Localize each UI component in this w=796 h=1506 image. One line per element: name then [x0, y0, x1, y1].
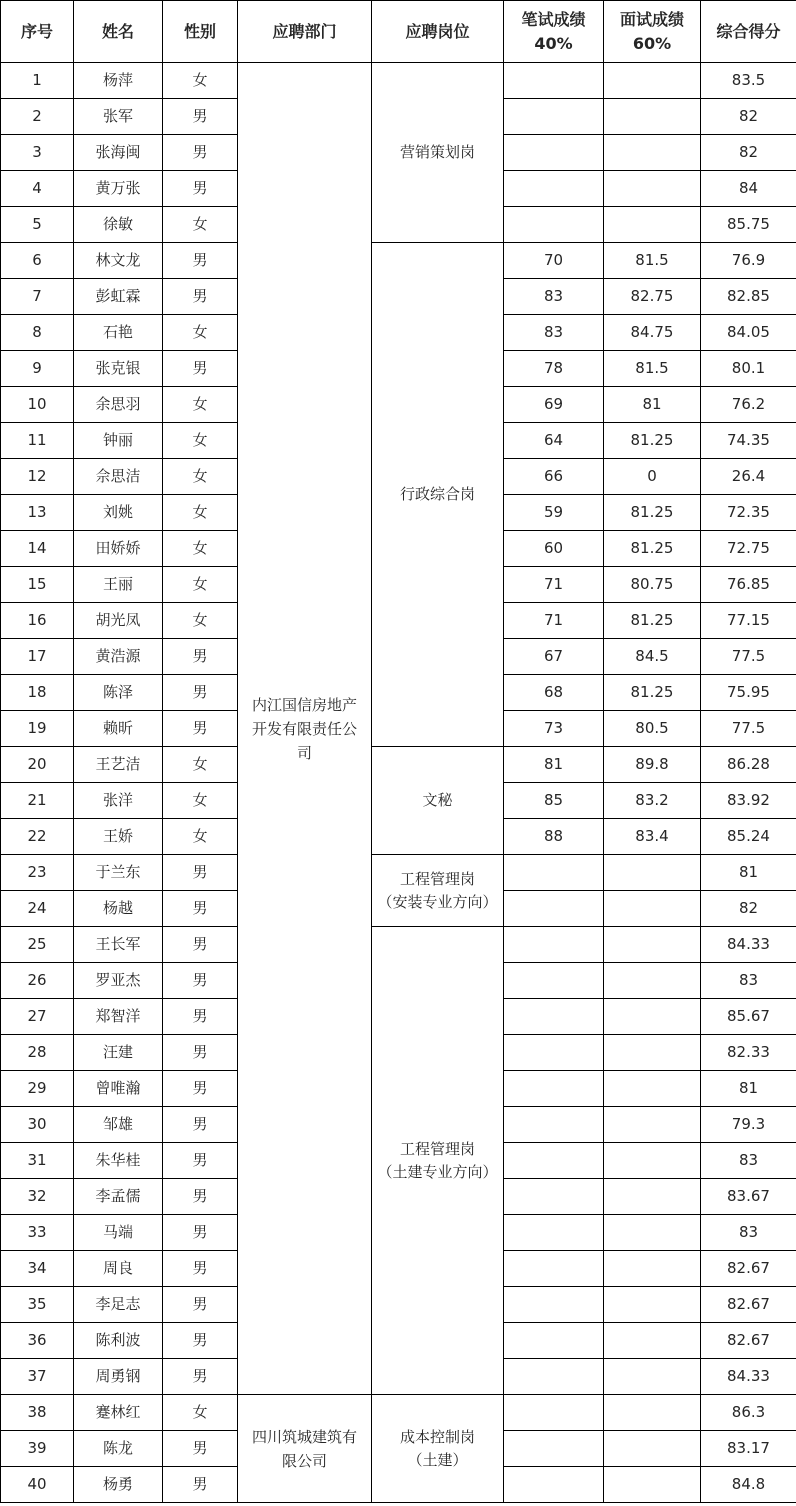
gender-cell: 男	[163, 963, 238, 999]
written-score-cell	[504, 1251, 604, 1287]
column-header-no-line: 序号	[20, 21, 53, 41]
row-number-cell: 5	[1, 207, 74, 243]
interview-score-cell	[604, 1215, 701, 1251]
total-score-cell: 85.75	[701, 207, 796, 243]
written-score-cell: 60	[504, 531, 604, 567]
row-number-cell: 25	[1, 927, 74, 963]
written-score-cell: 88	[504, 819, 604, 855]
total-score-cell: 84.05	[701, 315, 796, 351]
written-score-cell: 85	[504, 783, 604, 819]
written-score-cell	[504, 999, 604, 1035]
column-header-written-line: 40%	[534, 33, 573, 53]
name-cell: 陈利波	[74, 1323, 163, 1359]
department-cell	[238, 1395, 372, 1503]
interview-score-cell	[604, 1431, 701, 1467]
gender-cell: 男	[163, 1287, 238, 1323]
position-label-line: 文秘	[422, 791, 453, 810]
name-cell: 黄浩源	[74, 639, 163, 675]
row-number-cell: 2	[1, 99, 74, 135]
total-score-cell: 81	[701, 855, 796, 891]
total-score-cell: 83	[701, 1143, 796, 1179]
name-cell: 马端	[74, 1215, 163, 1251]
name-cell: 于兰东	[74, 855, 163, 891]
written-score-cell: 67	[504, 639, 604, 675]
written-score-cell	[504, 1467, 604, 1503]
row-number-cell: 33	[1, 1215, 74, 1251]
written-score-cell: 70	[504, 243, 604, 279]
gender-cell: 男	[163, 171, 238, 207]
total-score-cell: 82	[701, 99, 796, 135]
interview-score-cell	[604, 1035, 701, 1071]
row-number-cell: 28	[1, 1035, 74, 1071]
name-cell: 石艳	[74, 315, 163, 351]
interview-score-cell	[604, 1359, 701, 1395]
written-score-cell	[504, 1215, 604, 1251]
gender-cell: 男	[163, 999, 238, 1035]
column-header-department-line: 应聘部门	[272, 21, 337, 41]
row-number-cell: 10	[1, 387, 74, 423]
interview-score-cell: 81	[604, 387, 701, 423]
gender-cell: 男	[163, 675, 238, 711]
name-cell: 林文龙	[74, 243, 163, 279]
name-cell: 杨萍	[74, 63, 163, 99]
name-cell: 朱华桂	[74, 1143, 163, 1179]
written-score-cell	[504, 1143, 604, 1179]
gender-cell: 男	[163, 711, 238, 747]
written-score-cell	[504, 1035, 604, 1071]
total-score-cell: 83.17	[701, 1431, 796, 1467]
interview-score-cell	[604, 1467, 701, 1503]
name-cell: 蹇林红	[74, 1395, 163, 1431]
row-number-cell: 14	[1, 531, 74, 567]
row-number-cell: 32	[1, 1179, 74, 1215]
gender-cell: 男	[163, 1179, 238, 1215]
gender-cell: 女	[163, 423, 238, 459]
interview-score-cell	[604, 1071, 701, 1107]
row-number-cell: 36	[1, 1323, 74, 1359]
row-number-cell: 12	[1, 459, 74, 495]
row-number-cell: 8	[1, 315, 74, 351]
interview-score-cell	[604, 207, 701, 243]
gender-cell: 男	[163, 1035, 238, 1071]
interview-score-cell	[604, 1251, 701, 1287]
name-cell: 罗亚杰	[74, 963, 163, 999]
name-cell: 汪建	[74, 1035, 163, 1071]
row-number-cell: 39	[1, 1431, 74, 1467]
total-score-cell: 77.15	[701, 603, 796, 639]
column-header-gender	[163, 1, 238, 63]
interview-score-cell: 81.25	[604, 603, 701, 639]
gender-cell: 男	[163, 1431, 238, 1467]
column-header-interview-line: 面试成绩	[619, 9, 684, 29]
name-cell: 张军	[74, 99, 163, 135]
written-score-cell	[504, 1431, 604, 1467]
position-label-line: 工程管理岗	[399, 870, 475, 888]
written-score-cell	[504, 207, 604, 243]
written-score-cell	[504, 855, 604, 891]
written-score-cell: 83	[504, 315, 604, 351]
gender-cell: 男	[163, 1467, 238, 1503]
written-score-cell	[504, 927, 604, 963]
written-score-cell	[504, 1323, 604, 1359]
name-cell: 李孟儒	[74, 1179, 163, 1215]
total-score-cell: 86.3	[701, 1395, 796, 1431]
written-score-cell	[504, 1071, 604, 1107]
name-cell: 杨勇	[74, 1467, 163, 1503]
column-header-written-line: 笔试成绩	[521, 9, 586, 29]
position-label-line: （土建专业方向）	[377, 1162, 498, 1181]
position-label-line: 成本控制岗	[399, 1428, 475, 1446]
row-number-cell: 27	[1, 999, 74, 1035]
interview-score-cell	[604, 1179, 701, 1215]
written-score-cell: 64	[504, 423, 604, 459]
table-body	[1, 63, 796, 1503]
gender-cell: 男	[163, 855, 238, 891]
name-cell: 杨越	[74, 891, 163, 927]
written-score-cell	[504, 1107, 604, 1143]
total-score-cell: 82	[701, 891, 796, 927]
total-score-cell: 84.8	[701, 1467, 796, 1503]
gender-cell: 女	[163, 783, 238, 819]
gender-cell: 女	[163, 315, 238, 351]
interview-score-cell	[604, 999, 701, 1035]
row-number-cell: 15	[1, 567, 74, 603]
interview-score-cell	[604, 891, 701, 927]
row-number-cell: 22	[1, 819, 74, 855]
row-number-cell: 16	[1, 603, 74, 639]
column-header-gender-line: 性别	[183, 21, 216, 41]
interview-score-cell: 80.75	[604, 567, 701, 603]
name-cell: 黄万张	[74, 171, 163, 207]
interview-score-cell	[604, 855, 701, 891]
written-score-cell	[504, 963, 604, 999]
column-header-name-line: 姓名	[101, 21, 134, 41]
interview-score-cell	[604, 1107, 701, 1143]
gender-cell: 男	[163, 1143, 238, 1179]
column-header-written	[504, 1, 604, 63]
name-cell: 邹雄	[74, 1107, 163, 1143]
row-number-cell: 18	[1, 675, 74, 711]
row-number-cell: 31	[1, 1143, 74, 1179]
total-score-cell: 80.1	[701, 351, 796, 387]
name-cell: 李足志	[74, 1287, 163, 1323]
gender-cell: 男	[163, 1107, 238, 1143]
total-score-cell: 82.33	[701, 1035, 796, 1071]
gender-cell: 男	[163, 99, 238, 135]
total-score-cell: 83	[701, 963, 796, 999]
position-cell	[372, 855, 504, 927]
interview-score-cell	[604, 63, 701, 99]
name-cell: 张克银	[74, 351, 163, 387]
column-header-department	[238, 1, 372, 63]
total-score-cell: 82.67	[701, 1251, 796, 1287]
total-score-cell: 85.24	[701, 819, 796, 855]
written-score-cell: 59	[504, 495, 604, 531]
position-label-line: （安装专业方向）	[377, 892, 498, 911]
column-header-position-line: 应聘岗位	[405, 21, 470, 41]
interview-score-cell	[604, 171, 701, 207]
table-row	[1, 243, 796, 279]
column-header-position	[372, 1, 504, 63]
row-number-cell: 13	[1, 495, 74, 531]
position-cell	[372, 1395, 504, 1503]
gender-cell: 女	[163, 459, 238, 495]
total-score-cell: 82.85	[701, 279, 796, 315]
interview-score-cell	[604, 963, 701, 999]
position-cell	[372, 747, 504, 855]
row-number-cell: 40	[1, 1467, 74, 1503]
written-score-cell	[504, 1287, 604, 1323]
name-cell: 张海闽	[74, 135, 163, 171]
written-score-cell	[504, 63, 604, 99]
total-score-cell: 82.67	[701, 1287, 796, 1323]
interview-score-cell: 84.5	[604, 639, 701, 675]
written-score-cell: 69	[504, 387, 604, 423]
total-score-cell: 83.92	[701, 783, 796, 819]
row-number-cell: 26	[1, 963, 74, 999]
name-cell: 彭虹霖	[74, 279, 163, 315]
name-cell: 王娇	[74, 819, 163, 855]
name-cell: 王艺洁	[74, 747, 163, 783]
gender-cell: 女	[163, 567, 238, 603]
position-cell	[372, 63, 504, 243]
written-score-cell: 81	[504, 747, 604, 783]
gender-cell: 男	[163, 1215, 238, 1251]
row-number-cell: 29	[1, 1071, 74, 1107]
name-cell: 张洋	[74, 783, 163, 819]
written-score-cell	[504, 171, 604, 207]
row-number-cell: 7	[1, 279, 74, 315]
total-score-cell: 83	[701, 1215, 796, 1251]
written-score-cell: 78	[504, 351, 604, 387]
department-cell	[238, 63, 372, 1395]
interview-score-cell: 81.5	[604, 243, 701, 279]
written-score-cell: 73	[504, 711, 604, 747]
gender-cell: 男	[163, 639, 238, 675]
gender-cell: 女	[163, 747, 238, 783]
column-header-interview	[604, 1, 701, 63]
written-score-cell: 83	[504, 279, 604, 315]
written-score-cell: 71	[504, 603, 604, 639]
total-score-cell: 76.9	[701, 243, 796, 279]
row-number-cell: 38	[1, 1395, 74, 1431]
total-score-cell: 72.75	[701, 531, 796, 567]
position-label-line: 工程管理岗	[399, 1140, 475, 1158]
table-row	[1, 1395, 796, 1431]
gender-cell: 男	[163, 1359, 238, 1395]
gender-cell: 女	[163, 1395, 238, 1431]
position-label-line: （土建）	[407, 1450, 468, 1469]
gender-cell: 女	[163, 603, 238, 639]
row-number-cell: 20	[1, 747, 74, 783]
name-cell: 钟丽	[74, 423, 163, 459]
name-cell: 周良	[74, 1251, 163, 1287]
gender-cell: 男	[163, 279, 238, 315]
total-score-cell: 82.67	[701, 1323, 796, 1359]
row-number-cell: 21	[1, 783, 74, 819]
row-number-cell: 4	[1, 171, 74, 207]
row-number-cell: 37	[1, 1359, 74, 1395]
position-cell	[372, 927, 504, 1395]
interview-score-cell: 89.8	[604, 747, 701, 783]
interview-score-cell: 81.25	[604, 531, 701, 567]
table-row	[1, 855, 796, 891]
interview-score-cell: 81.5	[604, 351, 701, 387]
total-score-cell: 76.2	[701, 387, 796, 423]
written-score-cell	[504, 135, 604, 171]
total-score-cell: 84.33	[701, 1359, 796, 1395]
position-label-line: 营销策划岗	[399, 143, 475, 162]
written-score-cell	[504, 1179, 604, 1215]
gender-cell: 女	[163, 531, 238, 567]
gender-cell: 女	[163, 819, 238, 855]
gender-cell: 男	[163, 927, 238, 963]
department-label: 四川筑城建筑有限公司	[251, 1427, 357, 1470]
row-number-cell: 23	[1, 855, 74, 891]
written-score-cell: 71	[504, 567, 604, 603]
total-score-cell: 83.5	[701, 63, 796, 99]
row-number-cell: 19	[1, 711, 74, 747]
gender-cell: 女	[163, 495, 238, 531]
name-cell: 徐敏	[74, 207, 163, 243]
column-header-name	[74, 1, 163, 63]
row-number-cell: 34	[1, 1251, 74, 1287]
interview-score-cell: 83.4	[604, 819, 701, 855]
row-number-cell: 9	[1, 351, 74, 387]
total-score-cell: 79.3	[701, 1107, 796, 1143]
table-header-row	[1, 1, 796, 63]
position-cell	[372, 243, 504, 747]
total-score-cell: 84	[701, 171, 796, 207]
interview-score-cell	[604, 927, 701, 963]
total-score-cell: 75.95	[701, 675, 796, 711]
total-score-cell: 77.5	[701, 711, 796, 747]
interview-score-cell	[604, 99, 701, 135]
name-cell: 余思羽	[74, 387, 163, 423]
gender-cell: 男	[163, 351, 238, 387]
name-cell: 赖昕	[74, 711, 163, 747]
gender-cell: 男	[163, 891, 238, 927]
total-score-cell: 82	[701, 135, 796, 171]
name-cell: 田娇娇	[74, 531, 163, 567]
total-score-cell: 84.33	[701, 927, 796, 963]
gender-cell: 男	[163, 1251, 238, 1287]
name-cell: 周勇钢	[74, 1359, 163, 1395]
interview-score-cell: 80.5	[604, 711, 701, 747]
row-number-cell: 30	[1, 1107, 74, 1143]
name-cell: 刘姚	[74, 495, 163, 531]
total-score-cell: 85.67	[701, 999, 796, 1035]
interview-score-cell	[604, 1395, 701, 1431]
row-number-cell: 3	[1, 135, 74, 171]
name-cell: 王丽	[74, 567, 163, 603]
column-header-no	[1, 1, 74, 63]
interview-score-cell: 82.75	[604, 279, 701, 315]
interview-score-cell: 83.2	[604, 783, 701, 819]
written-score-cell: 66	[504, 459, 604, 495]
total-score-cell: 76.85	[701, 567, 796, 603]
interview-score-cell: 81.25	[604, 423, 701, 459]
gender-cell: 男	[163, 1323, 238, 1359]
written-score-cell: 68	[504, 675, 604, 711]
interview-score-cell: 81.25	[604, 675, 701, 711]
total-score-cell: 86.28	[701, 747, 796, 783]
table-row	[1, 63, 796, 99]
interview-score-cell	[604, 1143, 701, 1179]
row-number-cell: 11	[1, 423, 74, 459]
total-score-cell: 83.67	[701, 1179, 796, 1215]
total-score-cell: 81	[701, 1071, 796, 1107]
gender-cell: 男	[163, 135, 238, 171]
name-cell: 胡光凤	[74, 603, 163, 639]
table-row	[1, 747, 796, 783]
interview-score-cell	[604, 1323, 701, 1359]
department-label: 内江国信房地产开发有限责任公司	[251, 695, 357, 762]
name-cell: 王长军	[74, 927, 163, 963]
written-score-cell	[504, 1359, 604, 1395]
gender-cell: 女	[163, 63, 238, 99]
row-number-cell: 24	[1, 891, 74, 927]
written-score-cell	[504, 891, 604, 927]
gender-cell: 女	[163, 207, 238, 243]
name-cell: 陈龙	[74, 1431, 163, 1467]
interview-score-cell	[604, 135, 701, 171]
position-label-line: 行政综合岗	[399, 485, 475, 504]
name-cell: 佘思洁	[74, 459, 163, 495]
written-score-cell	[504, 99, 604, 135]
name-cell: 曾唯瀚	[74, 1071, 163, 1107]
gender-cell: 男	[163, 1071, 238, 1107]
name-cell: 陈泽	[74, 675, 163, 711]
column-header-total-line: 综合得分	[716, 21, 781, 41]
gender-cell: 女	[163, 387, 238, 423]
written-score-cell	[504, 1395, 604, 1431]
row-number-cell: 35	[1, 1287, 74, 1323]
row-number-cell: 17	[1, 639, 74, 675]
row-number-cell: 1	[1, 63, 74, 99]
total-score-cell: 74.35	[701, 423, 796, 459]
name-cell: 郑智洋	[74, 999, 163, 1035]
row-number-cell: 6	[1, 243, 74, 279]
interview-score-cell: 84.75	[604, 315, 701, 351]
total-score-cell: 72.35	[701, 495, 796, 531]
total-score-cell: 77.5	[701, 639, 796, 675]
gender-cell: 男	[163, 243, 238, 279]
table-row	[1, 927, 796, 963]
column-header-interview-line: 60%	[632, 33, 672, 53]
interview-score-cell: 0	[604, 459, 701, 495]
interview-score-cell	[604, 1287, 701, 1323]
interview-score-cell: 81.25	[604, 495, 701, 531]
column-header-total	[701, 1, 796, 63]
total-score-cell: 26.4	[701, 459, 796, 495]
